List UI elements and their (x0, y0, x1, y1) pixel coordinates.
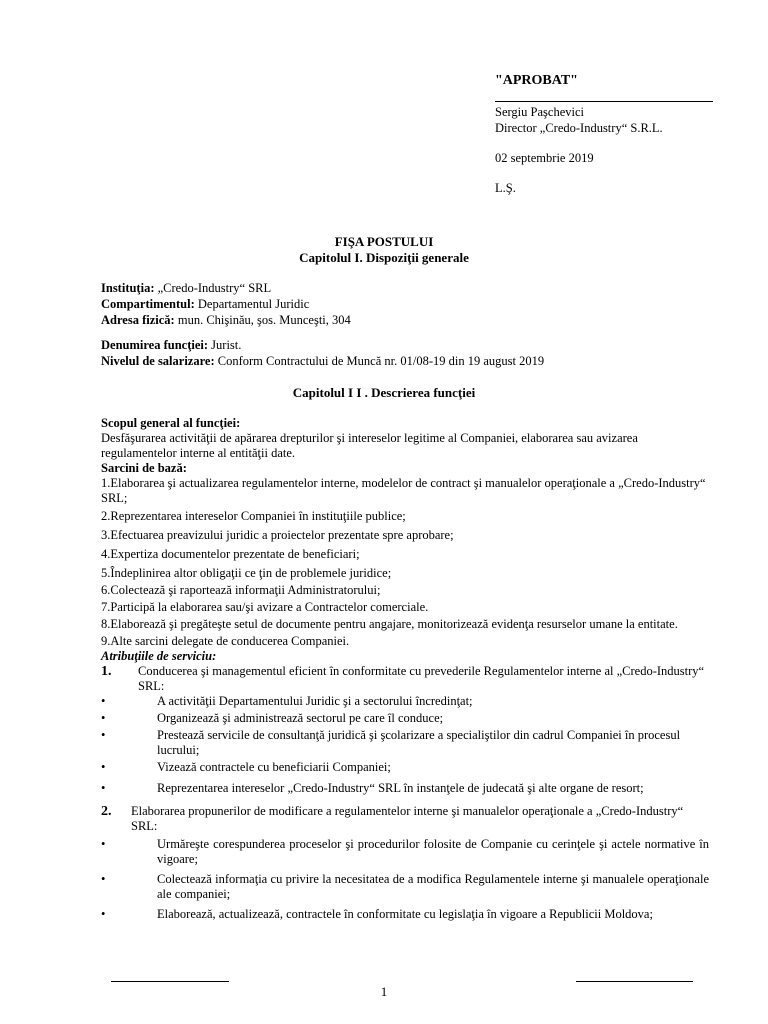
task-item: 6.Colectează şi raportează informaţii Administratorului; (101, 583, 381, 597)
bullet-icon: • (101, 728, 106, 742)
task-item: 3.Efectuarea preavizului juridic a proiectelor prezentate spre aprobare; (101, 528, 454, 542)
department-label: Compartimentul: (101, 297, 195, 311)
duty-1 (101, 664, 709, 694)
department-value: Departamentul Juridic (194, 297, 310, 311)
duty-bullet (101, 781, 709, 796)
footer-signature-line-left (111, 980, 229, 982)
duty-number: 1. (101, 664, 112, 679)
duty-2 (101, 804, 709, 834)
page-number: 1 (380, 984, 388, 999)
institution-row (101, 280, 707, 296)
bullet-icon: • (101, 760, 106, 774)
approver-name: Sergiu Paşchevici (495, 105, 584, 119)
duty-number: 2. (101, 804, 112, 819)
function-value: Jurist. (208, 338, 242, 352)
duty-bullet (101, 728, 709, 758)
address-row (101, 312, 707, 328)
scope-text: Desfăşurarea activităţii de apărarea drepturilor şi intereselor legitime al Companiei, elaborarea sau avizarea regulamentelor interne al entităţii date. (101, 431, 638, 460)
salary-value: Conform Contractului de Muncă nr. 01/08-19 din 19 august 2019 (214, 354, 545, 368)
bullet-text: Urmăreşte corespunderea proceselor şi procedurilor folosite de Companie cu cerinţele şi actele normative în vigoare; (157, 837, 709, 866)
institution-value: „Credo-Industry“ SRL (154, 281, 272, 295)
duty-bullet (101, 711, 709, 726)
duties-label: Atribuţiile de serviciu: (101, 649, 217, 663)
institution-label: Instituţia: (101, 281, 155, 295)
task-item: 5.Îndeplinirea altor obligaţii ce ţin de problemele juridice; (101, 566, 392, 580)
department-row (101, 296, 707, 312)
bullet-text: Prestează servicile de consultanţă juridică şi şcolarizare a specialiştilor din cadrul Companiei în procesul lucrului; (157, 728, 681, 757)
duty-bullet (101, 760, 709, 775)
chapter1-title: Capitolul I. Dispoziţii generale (299, 250, 469, 265)
chapter2-title: Capitolul I I . Descrierea funcţiei (292, 385, 476, 400)
task-item: 2.Reprezentarea intereselor Companiei în instituţiile publice; (101, 509, 406, 523)
seal-mark: L.Ş. (495, 181, 516, 195)
duty-bullet (101, 694, 709, 709)
address-label: Adresa fizică: (101, 313, 175, 327)
bullet-icon: • (101, 872, 106, 886)
approval-title: "APROBAT" (495, 73, 578, 88)
signature-line (495, 100, 713, 102)
duty-bullet (101, 872, 709, 902)
document-title: FIŞA POSTULUI (334, 234, 434, 249)
bullet-text: Colectează informaţia cu privire la necesitatea de a modifica Regulamentele interne şi manualele operaţionale ale companiei; (157, 872, 709, 901)
bullet-text: Organizează şi administrează sectorul pe care îl conduce; (157, 711, 444, 725)
task-item: 9.Alte sarcini delegate de conducerea Companiei. (101, 634, 350, 648)
chapter2-body (101, 416, 709, 922)
bullet-text: A activităţii Departamentului Juridic şi a sectorului încredinţat; (157, 694, 473, 708)
duty-bullet (101, 907, 709, 922)
bullet-icon: • (101, 711, 106, 725)
tasks-label: Sarcini de bază: (101, 461, 187, 475)
bullet-icon: • (101, 907, 106, 921)
scope-label: Scopul general al funcţiei: (101, 416, 241, 430)
duty-bullet (101, 837, 709, 867)
general-info (101, 280, 707, 328)
bullet-icon: • (101, 694, 106, 708)
address-value: mun. Chişinău, şos. Munceşti, 304 (174, 313, 351, 327)
task-item: 7.Participă la elaborarea sau/şi avizare a Contractelor comerciale. (101, 600, 429, 614)
task-item: 4.Expertiza documentelor prezentate de beneficiari; (101, 547, 360, 561)
salary-label: Nivelul de salarizare: (101, 354, 215, 368)
function-row (101, 337, 707, 353)
bullet-text: Reprezentarea intereselor „Credo-Industry“ SRL în instanţele de judecată şi alte organe de resort; (157, 781, 644, 795)
approval-date: 02 septembrie 2019 (495, 151, 594, 165)
approver-position: Director „Credo-Industry“ S.R.L. (495, 121, 663, 135)
function-info (101, 337, 707, 369)
bullet-text: Elaborează, actualizează, contractele în conformitate cu legislaţia în vigoare a Republicii Moldova; (157, 907, 653, 921)
bullet-icon: • (101, 781, 106, 795)
function-label: Denumirea funcţiei: (101, 338, 209, 352)
task-item: 1.Elaborarea şi actualizarea regulamentelor interne, modelelor de contract şi manualelor operaţionale a „Credo-Industry“ SRL; (101, 476, 706, 505)
footer-signature-line-right (576, 980, 693, 982)
bullet-icon: • (101, 837, 106, 851)
duty-text: Elaborarea propunerilor de modificare a regulamentelor interne şi manualelor operaţionale a „Credo-Industry“ SRL: (131, 804, 684, 833)
task-item: 8.Elaborează şi pregăteşte setul de documente pentru angajare, monitorizează evidenţa resurselor umane la entitate. (101, 617, 678, 631)
duty-text: Conducerea şi managementul eficient în conformitate cu prevederile Regulamentelor interne al „Credo-Industry“ SRL: (138, 664, 705, 693)
salary-row (101, 353, 707, 369)
bullet-text: Vizează contractele cu beneficiarii Companiei; (157, 760, 391, 774)
approval-block (495, 72, 717, 196)
